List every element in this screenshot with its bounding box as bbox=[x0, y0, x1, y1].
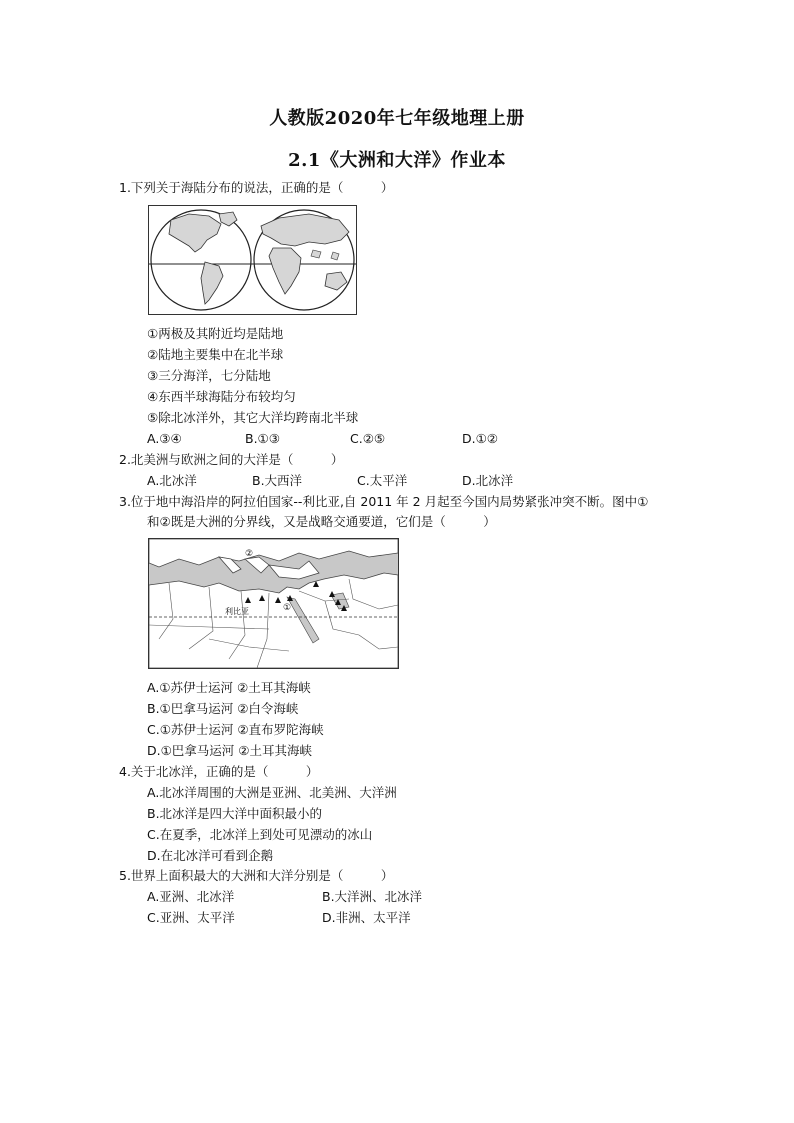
q1-statement-3: ③三分海洋，七分陆地 bbox=[147, 368, 271, 383]
q3-stem-line2: 和②既是大洲的分界线，又是战略交通要道，它们是（ ） bbox=[147, 514, 496, 529]
q2-option-a[interactable]: A.北冰洋 bbox=[147, 473, 197, 488]
marker-1-label: ① bbox=[283, 603, 292, 613]
q4-option-a[interactable]: A.北冰洋周围的大洲是亚洲、北美洲、大洋洲 bbox=[147, 785, 397, 800]
q3-option-b[interactable]: B.①巴拿马运河 ②白令海峡 bbox=[147, 701, 299, 716]
q4-option-b[interactable]: B.北冰洋是四大洋中面积最小的 bbox=[147, 806, 323, 821]
q4-option-d[interactable]: D.在北冰洋可看到企鹅 bbox=[147, 848, 274, 863]
q1-statement-5: ⑤除北冰洋外，其它大洋均跨南北半球 bbox=[147, 410, 359, 425]
q2-stem: 2.北美洲与欧洲之间的大洋是（ ） bbox=[119, 452, 344, 467]
q2-option-d[interactable]: D.北冰洋 bbox=[462, 473, 514, 488]
q2-option-b[interactable]: B.大西洋 bbox=[252, 473, 303, 488]
q2-option-c[interactable]: C.太平洋 bbox=[357, 473, 408, 488]
document-title: 人教版2020年七年级地理上册 bbox=[269, 108, 525, 129]
q1-option-d[interactable]: D.①② bbox=[462, 431, 499, 446]
q4-stem: 4.关于北冰洋，正确的是（ ） bbox=[119, 764, 319, 779]
q5-option-b[interactable]: B.大洋洲、北冰洋 bbox=[322, 889, 423, 904]
q1-option-b[interactable]: B.①③ bbox=[245, 431, 280, 446]
q1-option-c[interactable]: C.②⑤ bbox=[350, 431, 386, 446]
q4-option-c[interactable]: C.在夏季，北冰洋上到处可见漂动的冰山 bbox=[147, 827, 373, 842]
q1-statement-4: ④东西半球海陆分布较均匀 bbox=[147, 389, 296, 404]
q5-option-c[interactable]: C.亚洲、太平洋 bbox=[147, 910, 235, 925]
q1-stem: 1.下列关于海陆分布的说法，正确的是（ ） bbox=[119, 180, 394, 195]
q3-option-c[interactable]: C.①苏伊士运河 ②直布罗陀海峡 bbox=[147, 722, 324, 737]
q5-option-d[interactable]: D.非洲、太平洋 bbox=[322, 910, 411, 925]
q3-stem-line1: 3.位于地中海沿岸的阿拉伯国家--利比亚,自 2011 年 2 月起至今国内局势紧张冲突不断。图中① bbox=[119, 494, 649, 509]
middle-east-map bbox=[148, 538, 399, 669]
q1-statement-1: ①两极及其附近均是陆地 bbox=[147, 326, 284, 341]
q1-option-a[interactable]: A.③④ bbox=[147, 431, 182, 446]
q3-option-d[interactable]: D.①巴拿马运河 ②土耳其海峡 bbox=[147, 743, 312, 758]
libya-label: 利比亚 bbox=[225, 607, 249, 616]
q5-option-a[interactable]: A.亚洲、北冰洋 bbox=[147, 889, 235, 904]
marker-2-label: ② bbox=[245, 549, 254, 559]
document-subtitle: 2.1《大洲和大洋》作业本 bbox=[288, 150, 506, 171]
q3-option-a[interactable]: A.①苏伊士运河 ②土耳其海峡 bbox=[147, 680, 311, 695]
q1-statement-2: ②陆地主要集中在北半球 bbox=[147, 347, 284, 362]
q5-stem: 5.世界上面积最大的大洲和大洋分别是（ ） bbox=[119, 868, 394, 883]
world-hemispheres-map bbox=[148, 205, 357, 315]
